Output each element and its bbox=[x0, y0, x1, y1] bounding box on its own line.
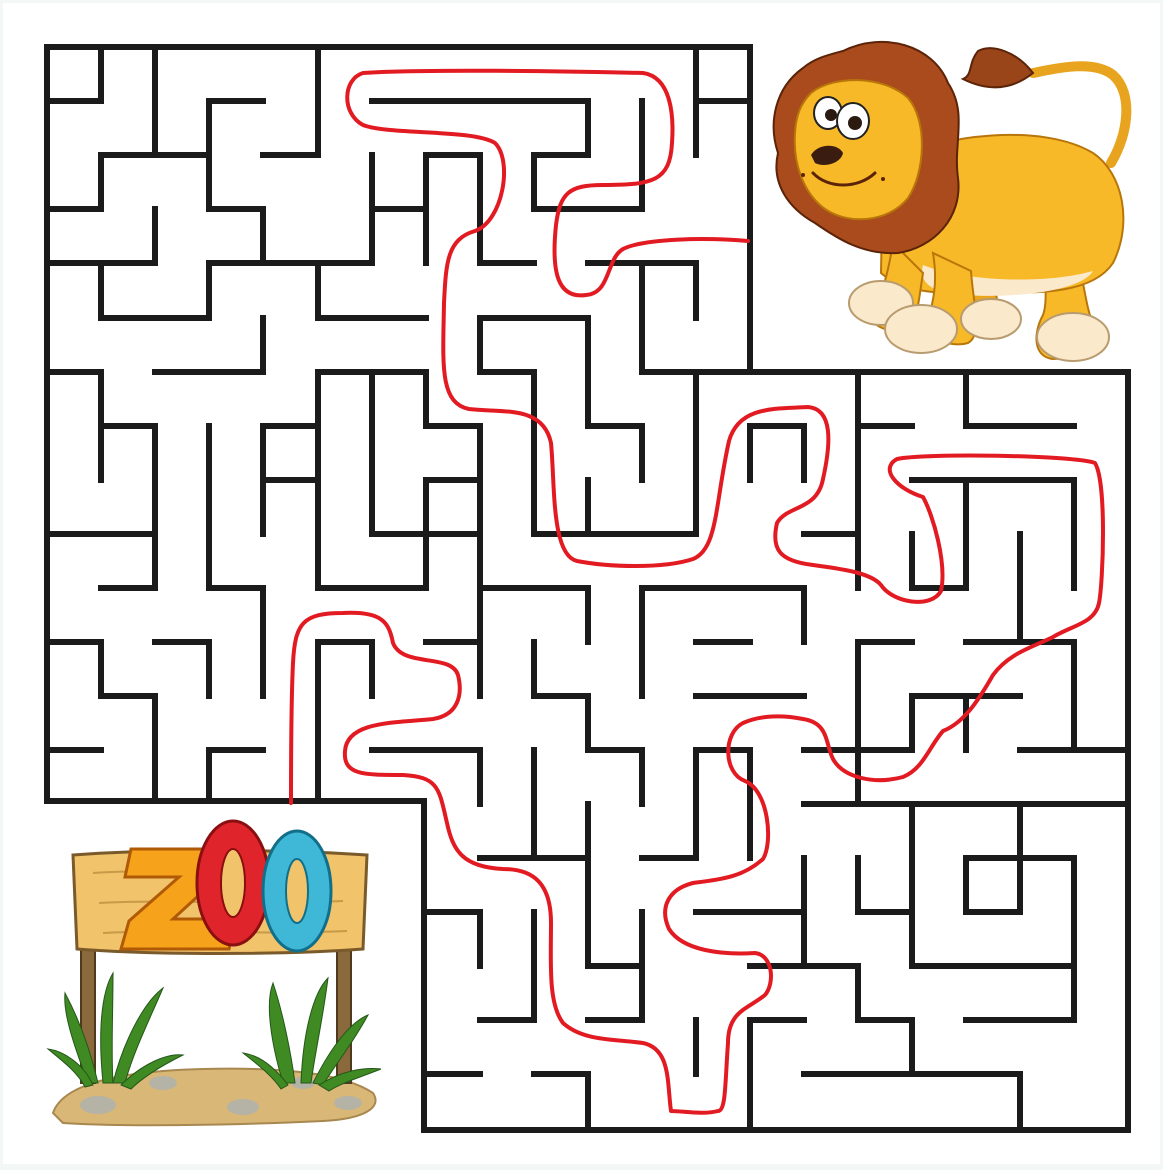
zoo-sign-text: ZOO bbox=[3, 3, 6, 4]
maze-canvas bbox=[3, 3, 1160, 1164]
lion-icon bbox=[774, 42, 1127, 361]
zoo-sign-icon bbox=[3, 3, 381, 1125]
